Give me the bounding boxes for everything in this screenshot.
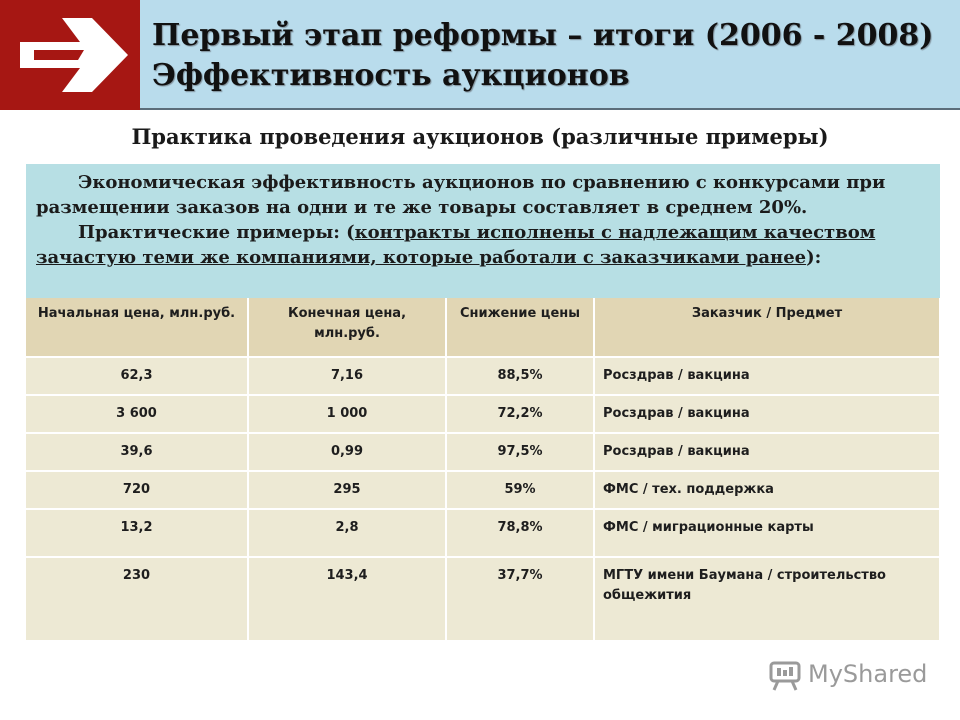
header-customer-subject: Заказчик / Предмет [594, 298, 940, 357]
cell-reduction: 88,5% [446, 357, 594, 395]
cell-reduction: 37,7% [446, 557, 594, 641]
intro-paragraph: Экономическая эффективность аукционов по сравнению с конкурсами при размещении заказов на одни и те же товары составляет в среднем 20%. [36, 172, 886, 218]
table-row [26, 557, 940, 641]
cell-final-price: 1 000 [248, 395, 446, 433]
table-row [26, 357, 940, 395]
table-row [26, 471, 940, 509]
cell-final-price: 7,16 [248, 357, 446, 395]
table-row [26, 509, 940, 557]
cell-start-price: 39,6 [26, 433, 248, 471]
cell-reduction: 78,8% [446, 509, 594, 557]
cell-start-price: 62,3 [26, 357, 248, 395]
page-subtitle: Эффективность аукционов [152, 58, 630, 93]
page-title: Первый этап реформы – итоги (2006 - 2008) [152, 18, 934, 53]
header-start-price: Начальная цена, млн.руб. [26, 298, 248, 357]
header [140, 0, 960, 110]
examples-lead: Практические примеры: ( [78, 222, 355, 243]
cell-customer: МГТУ имени Баумана / строительство общежития [594, 557, 940, 641]
cell-start-price: 13,2 [26, 509, 248, 557]
cell-customer: ФМС / тех. поддержка [594, 471, 940, 509]
examples-paragraph [36, 220, 930, 270]
table-row [26, 395, 940, 433]
cell-final-price: 143,4 [248, 557, 446, 641]
examples-tail: ): [806, 247, 822, 268]
cell-customer: ФМС / миграционные карты [594, 509, 940, 557]
intro-box [26, 164, 940, 300]
cell-start-price: 230 [26, 557, 248, 641]
watermark-text: MyShared [808, 660, 928, 688]
cell-customer: Росздрав / вакцина [594, 433, 940, 471]
watermark [768, 658, 938, 692]
cell-reduction: 59% [446, 471, 594, 509]
header-price-reduction: Снижение цены [446, 298, 594, 357]
header-final-price: Конечная цена, млн.руб. [248, 298, 446, 357]
cell-final-price: 2,8 [248, 509, 446, 557]
cell-reduction: 72,2% [446, 395, 594, 433]
cell-customer: Росздрав / вакцина [594, 395, 940, 433]
cell-start-price: 3 600 [26, 395, 248, 433]
table-header-row [26, 298, 940, 357]
projector-icon [768, 658, 804, 692]
arrow-icon [0, 0, 140, 110]
examples-note: контракты исполнены с надлежащим качеством зачастую теми же компаниями, которые работали с заказчиками ранее [36, 222, 876, 268]
cell-final-price: 295 [248, 471, 446, 509]
logo [0, 0, 140, 110]
cell-start-price: 720 [26, 471, 248, 509]
section-heading: Практика проведения аукционов (различные примеры) [131, 124, 829, 149]
cell-reduction: 97,5% [446, 433, 594, 471]
cell-customer: Росздрав / вакцина [594, 357, 940, 395]
results-table [26, 298, 941, 642]
table-row [26, 433, 940, 471]
cell-final-price: 0,99 [248, 433, 446, 471]
